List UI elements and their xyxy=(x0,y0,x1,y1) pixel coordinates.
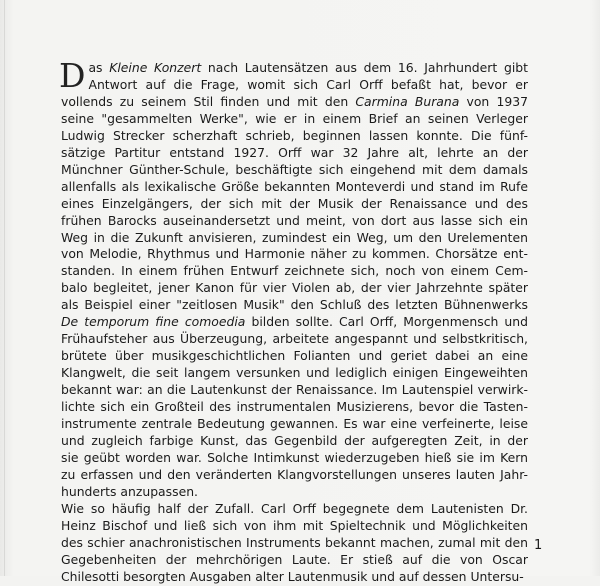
text-line xyxy=(61,552,528,569)
text-line xyxy=(61,297,528,314)
text-segment: brütete über musikgeschichtlichen Folianten und geriet dabei an eine xyxy=(61,348,528,364)
text-line xyxy=(61,467,528,484)
text-segment: hunderts anzupassen. xyxy=(61,483,198,499)
text-segment: lichte sich ein Großteil des instrumentalen Musizierens, bevor die Tasten- xyxy=(61,399,528,415)
text-line xyxy=(61,230,528,247)
text-line xyxy=(61,433,528,450)
text-segment: eines Einzelgängers, der sich mit der Musik der Renaissance und des xyxy=(61,195,528,211)
text-line xyxy=(61,94,528,111)
text-line xyxy=(61,535,528,552)
text-line xyxy=(61,331,528,348)
text-segment: bekannt war: an die Lautenkunst der Renaissance. Im Lautenspiel verwirk- xyxy=(61,382,528,398)
text-segment: Chilesotti besorgten Ausgaben alter Lautenmusik und auf dessen Untersu- xyxy=(61,568,524,584)
text-segment: seine "gesammelten Werke", wie er in einem Brief an seinen Verleger xyxy=(61,110,528,126)
text-line xyxy=(61,450,528,467)
text-line xyxy=(61,179,528,196)
text-line xyxy=(61,569,528,586)
text-segment: vollends zu seinem Stil finden und mit den xyxy=(61,93,356,109)
text-segment: des schier anachronistischen Instruments bekannt machen, zumal mit den xyxy=(61,534,528,550)
text-line xyxy=(61,416,528,433)
text-segment: und zugleich farbige Kunst, das Gegenbild der aufgeregten Zeit, in der xyxy=(61,432,528,448)
text-segment: instrumente zentrale Bedeutung gewannen. Es war eine verfeinerte, leise xyxy=(61,416,528,432)
drop-cap: D xyxy=(59,56,86,95)
text-segment: frühen Barocks auseinandersetzt und meint, von dort aus lasse sich ein xyxy=(61,212,528,228)
text-line xyxy=(61,246,528,263)
text-segment: von Melodie, Rhythmus und Harmonie näher zu kommen. Chorsätze ent- xyxy=(61,246,528,262)
italic-title: Kleine Konzert xyxy=(109,60,202,75)
text-segment: Gegebenheiten der mehrchörigen Laute. Er stieß auf die von Oscar xyxy=(61,551,528,567)
text-segment: sie geübt worden war. Solche Intimkunst wiederzugeben hieß sie im Kern xyxy=(61,449,528,465)
text-line xyxy=(61,162,528,179)
text-line xyxy=(61,196,528,213)
text-line xyxy=(61,348,528,365)
text-line xyxy=(61,77,528,94)
page-number: 1 xyxy=(534,538,543,553)
text-segment: von 1937 xyxy=(459,93,528,109)
text-line xyxy=(61,263,528,280)
text-line xyxy=(61,111,528,128)
body-text xyxy=(59,56,528,586)
text-line xyxy=(61,60,528,77)
text-line xyxy=(61,484,528,501)
text-segment: Münchner Günther-Schule, beschäftigte sich eingehend mit dem damals xyxy=(61,161,528,177)
text-segment: standen. In einem frühen Entwurf zeichnete sich, noch von einem Cem- xyxy=(61,263,528,279)
text-line xyxy=(61,382,528,399)
text-line xyxy=(61,518,528,535)
text-line xyxy=(61,128,528,145)
text-line xyxy=(61,280,528,297)
text-segment: Frühaufsteher aus Überzeugung, arbeitete angespannt und selbstkritisch, xyxy=(61,331,528,347)
text-segment: allenfalls als lexikalische Größe bekannten Monteverdi und stand im Rufe xyxy=(61,178,528,194)
text-segment: nach Lautensätzen aus dem 16. Jahrhundert gibt xyxy=(201,60,528,75)
italic-title: Carmina Burana xyxy=(355,93,460,109)
text-segment: Weg in die Zukunft anvisieren, zumindest ein Weg, um den Urelementen xyxy=(61,229,528,245)
text-segment: als Beispiel einer "zeitlosen Musik" den Schluß des letzten Bühnenwerks xyxy=(61,297,528,313)
text-segment: balo begleitet, jener Kanon für vier Violen ab, der vier Jahrzehnte später xyxy=(61,280,528,296)
text-line xyxy=(61,314,528,331)
text-segment: Antwort auf die Frage, womit sich Carl Orff befaßt hat, bevor er xyxy=(88,76,528,92)
text-line xyxy=(61,365,528,382)
text-segment: as xyxy=(88,60,110,75)
text-segment: Ludwig Strecker scherzhaft schrieb, beginnen lassen konnte. Die fünf- xyxy=(61,127,528,143)
text-segment: sätzige Partitur entstand 1927. Orff war 32 Jahre alt, lehrte an der xyxy=(61,144,528,160)
text-line xyxy=(61,145,528,162)
text-line xyxy=(61,501,528,518)
text-segment: bilden sollte. Carl Orff, Morgenmensch und xyxy=(245,314,528,330)
text-line xyxy=(61,399,528,416)
text-segment: Klangwelt, die seit langem versunken und lediglich einigen Eingeweihten xyxy=(61,365,528,381)
text-line xyxy=(61,213,528,230)
text-segment: Heinz Bischof und ließ sich von ihm mit Spieltechnik und Möglichkeiten xyxy=(61,517,528,533)
text-segment: zu erfassen und den veränderten Klangvorstellungen unseres lauten Jahr- xyxy=(61,466,528,482)
scan-edge-shadow xyxy=(4,0,5,576)
text-segment: Wie so häufig half der Zufall. Carl Orff begegnete dem Lautenisten Dr. xyxy=(61,500,528,516)
italic-title: De temporum fine comoedia xyxy=(61,314,246,330)
